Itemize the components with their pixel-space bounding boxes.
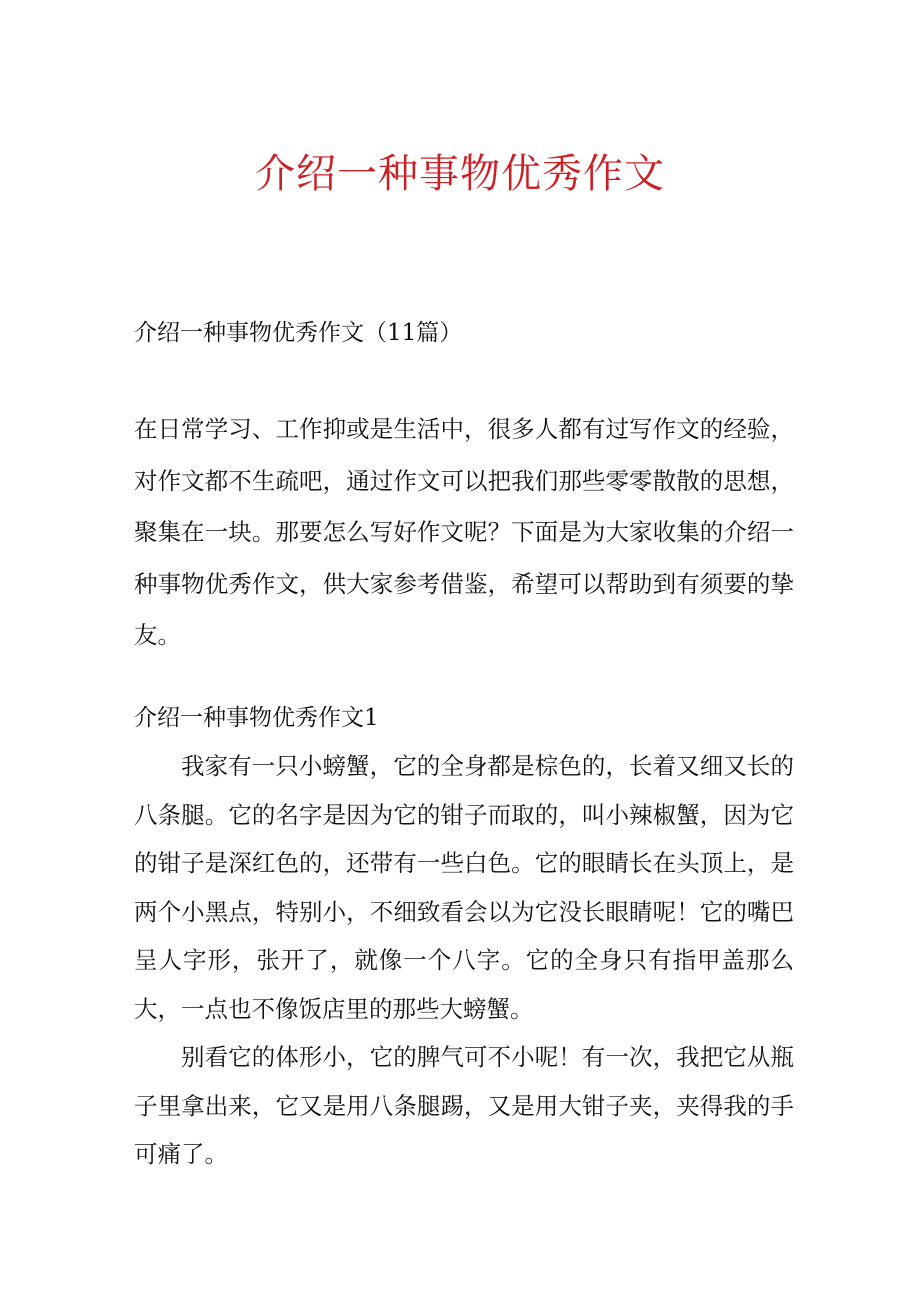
intro-paragraph: 在日常学习、工作抑或是生活中，很多人都有过写作文的经验，对作文都不生疏吧，通过作文可以把我们那些零零散散的思想，聚集在一块。那要怎么写好作文呢？下面是为大家收集的介绍一种事物优秀作文，供大家参考借鉴，希望可以帮助到有须要的挚友。 <box>134 415 794 649</box>
document-subtitle: 介绍一种事物优秀作文（11篇） <box>134 320 463 346</box>
document-title: 介绍一种事物优秀作文 <box>255 151 665 197</box>
body-paragraph-1: 我家有一只小螃蟹，它的全身都是棕色的，长着又细又长的八条腿。它的名字是因为它的钳子而取的，叫小辣椒蟹，因为它的钳子是深红色的，还带有一些白色。它的眼睛长在头顶上，是两个小黑点，特别小，不细致看会以为它没长眼睛呢！它的嘴巴呈人字形，张开了，就像一个八字。它的全身只有指甲盖那么大，一点也不像饭店里的那些大螃蟹。 <box>134 752 794 1023</box>
body-paragraph-2: 别看它的体形小，它的脾气可不小呢！有一次，我把它从瓶子里拿出来，它又是用八条腿踢，又是用大钳子夹，夹得我的手可痛了。 <box>134 1043 794 1168</box>
section-heading: 介绍一种事物优秀作文1 <box>134 705 379 731</box>
